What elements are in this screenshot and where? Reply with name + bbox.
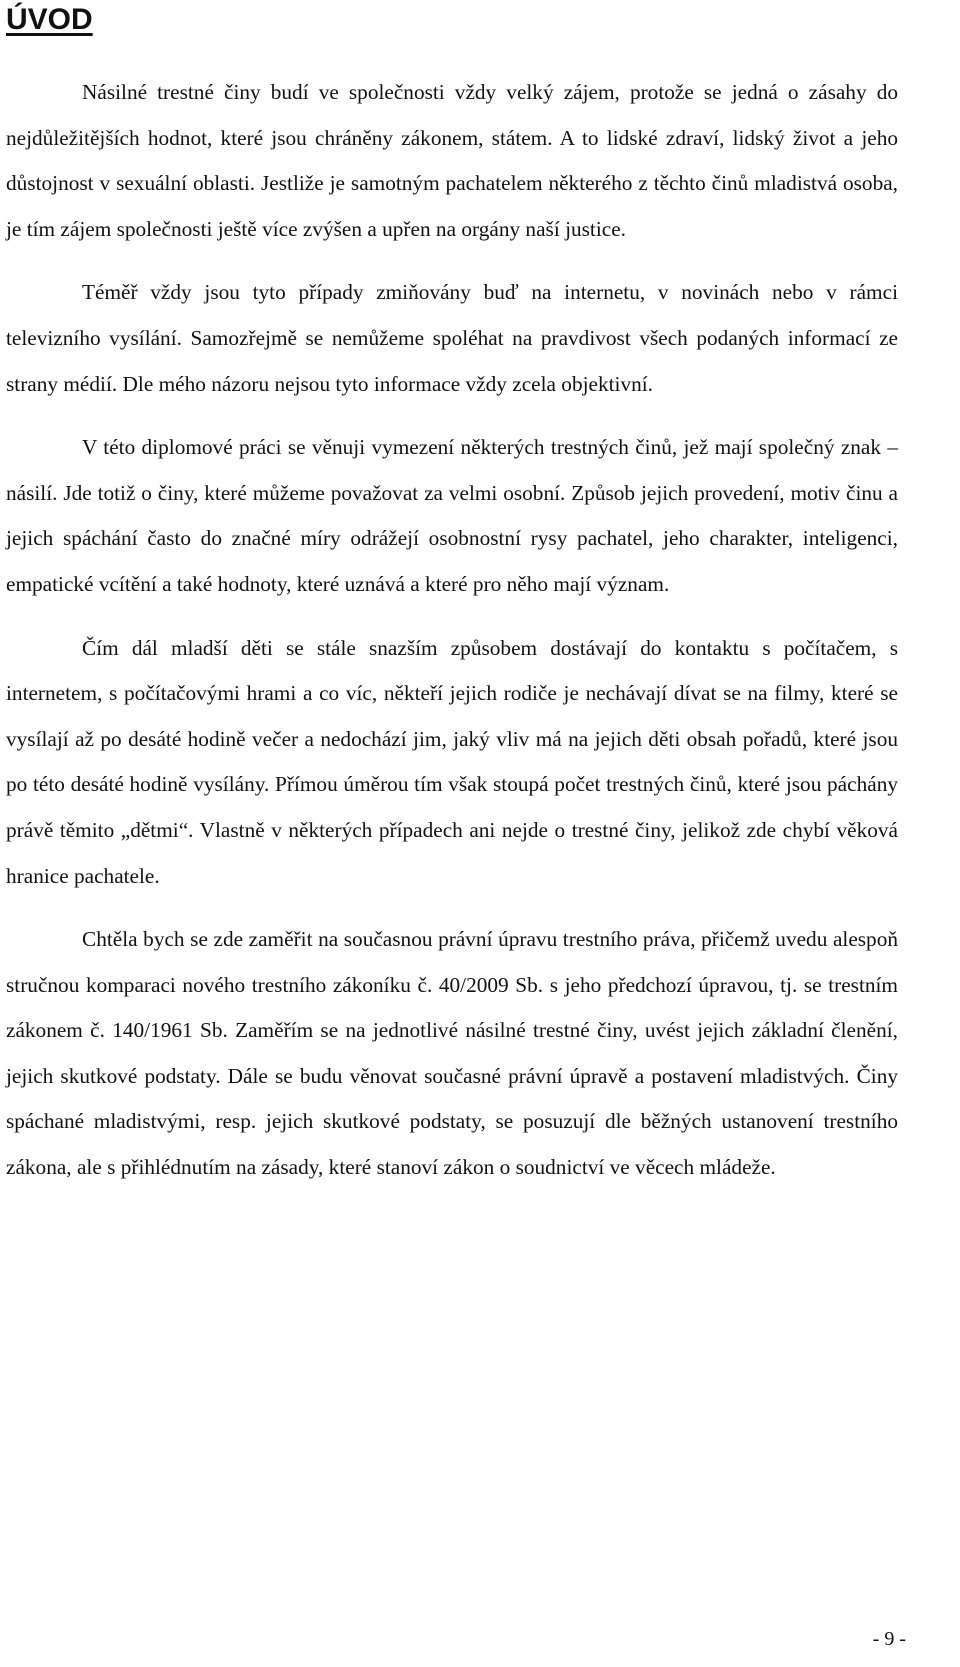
paragraph-5: Chtěla bych se zde zaměřit na současnou právní úpravu trestního práva, přičemž uvedu alespoň stručnou komparaci nového trestního zákoníku č. 40/2009 Sb. s jeho předchozí úpravou, tj. se trestním zákonem č. 140/1961 Sb. Zaměřím se na jednotlivé násilné trestné činy, uvést jejich základní členění, jejich skutkové podstaty. Dále se budu věnovat současné právní úpravě a postavení mladistvých. Činy spáchané mladistvými, resp. jejich skutkové podstaty, se posuzují dle běžných ustanovení trestního zákona, ale s přihlédnutím na zásady, které stanoví zákon o soudnictví ve věcech mládeže. bbox=[6, 927, 898, 1180]
page-number: - 9 - bbox=[872, 1628, 906, 1650]
paragraph-2: Téměř vždy jsou tyto případy zmiňovány buď na internetu, v novinách nebo v rámci televizního vysílání. Samozřejmě se nemůžeme spoléhat na pravdivost všech podaných informací ze strany médií. Dle mého názoru nejsou tyto informace vždy zcela objektivní. bbox=[6, 280, 898, 396]
paragraph-3: V této diplomové práci se věnuji vymezení některých trestných činů, jež mají společný znak – násilí. Jde totiž o činy, které můžeme považovat za velmi osobní. Způsob jejich provedení, motiv činu a jejich spáchání často do značné míry odrážejí osobnostní rysy pachatel, jeho charakter, inteligenci, empatické vcítění a také hodnoty, které uznává a které pro něho mají význam. bbox=[6, 435, 898, 596]
page-title: ÚVOD bbox=[6, 3, 93, 36]
body-text bbox=[6, 70, 898, 1191]
paragraph-4: Čím dál mladší děti se stále snazším způsobem dostávají do kontaktu s počítačem, s internetem, s počítačovými hrami a co víc, někteří jejich rodiče je nechávají dívat se na filmy, které se vysílají až po desáté hodině večer a nedochází jim, jaký vliv má na jejich děti obsah pořadů, které jsou po této desáté hodině vysílány. Přímou úměrou tím však stoupá počet trestných činů, které jsou páchány právě těmito „dětmi“. Vlastně v některých případech ani nejde o trestné činy, jelikož zde chybí věková hranice pachatele. bbox=[6, 635, 898, 888]
paragraph-1: Násilné trestné činy budí ve společnosti vždy velký zájem, protože se jedná o zásahy do nejdůležitějších hodnot, které jsou chráněny zákonem, státem. A to lidské zdraví, lidský život a jeho důstojnost v sexuální oblasti. Jestliže je samotným pachatelem některého z těchto činů mladistvá osoba, je tím zájem společnosti ještě více zvýšen a upřen na orgány naší justice. bbox=[6, 80, 898, 241]
